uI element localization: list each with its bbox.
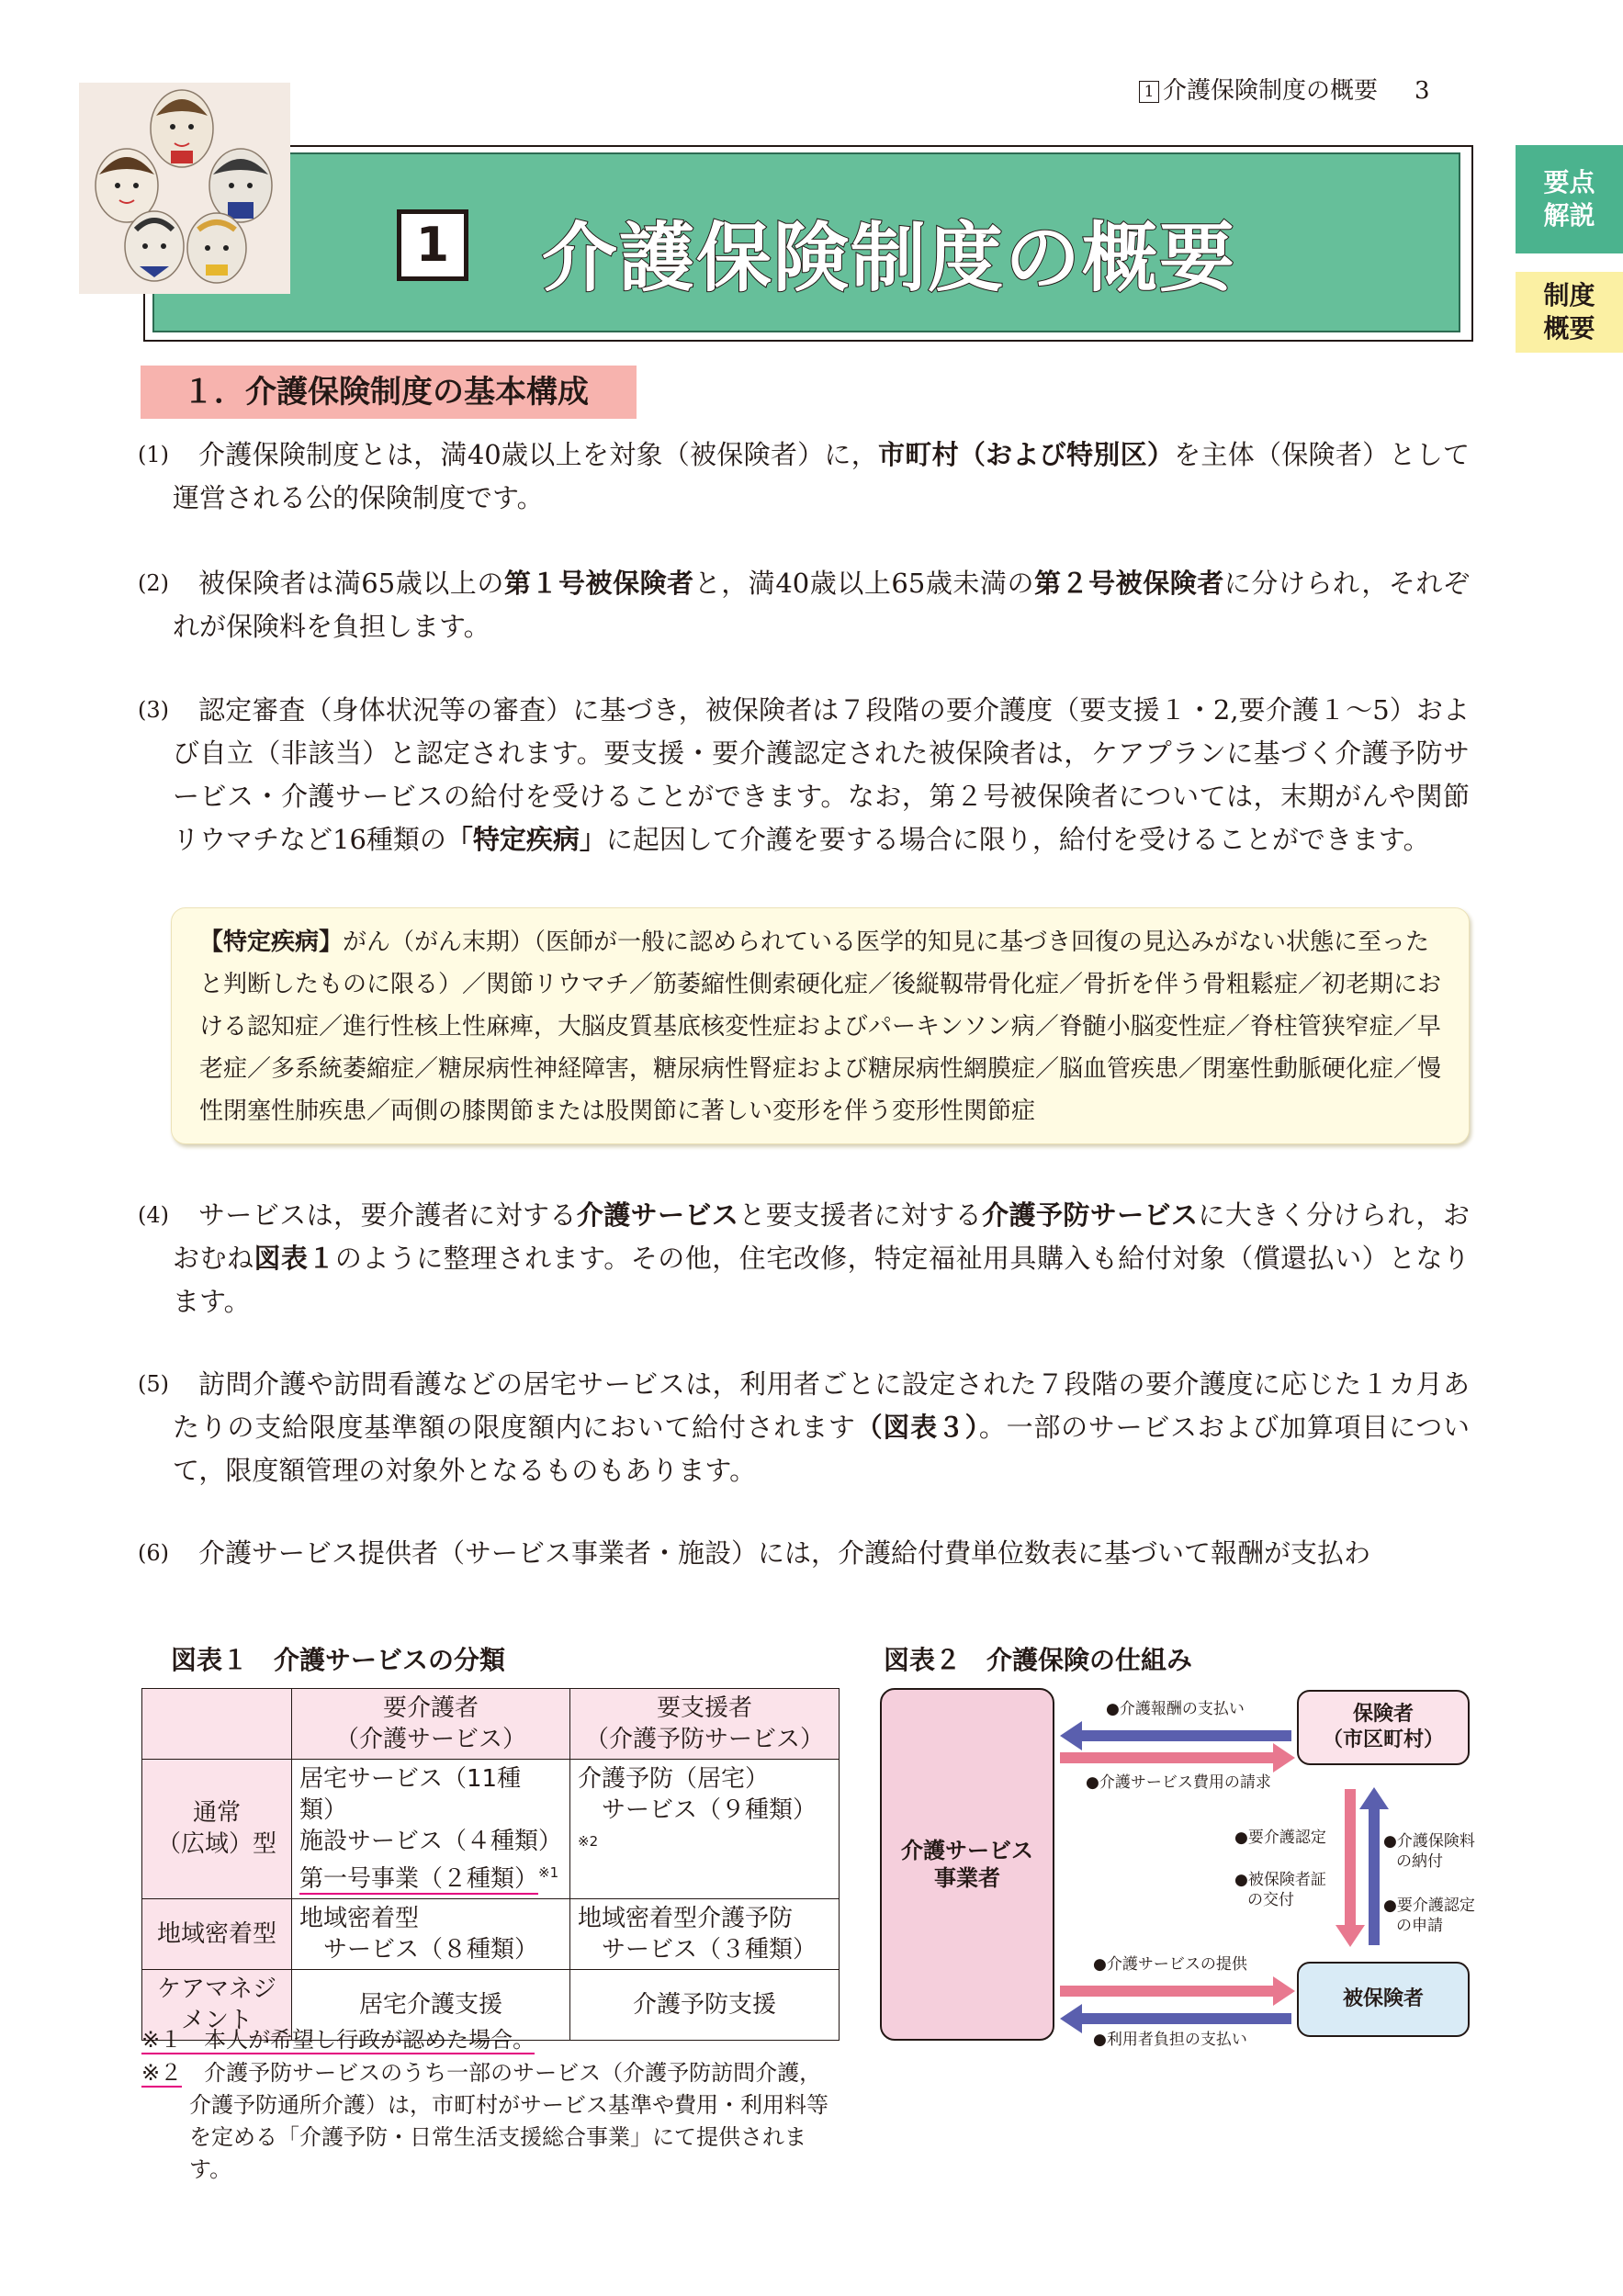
label-cost-claim: ●介護サービス費用の請求 [1086, 1773, 1271, 1792]
tab-summary-line1: 要点 [1543, 167, 1595, 197]
paragraph-bold: （図表３） [855, 1412, 979, 1443]
cell-line: サービス（８種類） [323, 1935, 539, 1964]
paragraph-number: (2) [138, 570, 169, 596]
label-cert-apply [1383, 1896, 1475, 1936]
footnote-text: ※１ 本人が希望し行政が認めた場合。 [141, 2027, 535, 2053]
table-header-row [142, 1689, 840, 1760]
paragraph-text: に起因して介護を要する場合に限り，給付を受けることができます。 [605, 824, 1430, 855]
cell-line: 居宅サービス（11種類） [299, 1765, 522, 1824]
paragraph-5 [138, 1363, 1470, 1492]
table-cell [570, 1760, 840, 1899]
label-fee-payment: ●介護報酬の支払い [1106, 1700, 1245, 1718]
tab-summary[interactable] [1516, 145, 1623, 253]
chapter-title: 介護保険制度の概要 [542, 215, 1237, 302]
paragraph-text: と，満40歳以上65歳未満の [693, 568, 1035, 599]
paragraph-text: に大きく分けられ，おおむね [173, 1199, 1470, 1274]
row-header-line: （広域）型 [156, 1830, 276, 1859]
col-header-line: 要支援者 [656, 1694, 752, 1722]
paragraph-bold: 介護サービス [576, 1199, 739, 1231]
provider-line: 介護サービス [901, 1838, 1033, 1863]
paragraph-bold: 第１号被保険者 [503, 568, 694, 599]
insured-box: 被保険者 [1297, 1962, 1470, 2037]
arrow-service-provision [1060, 1976, 1295, 2006]
table-col-header-care [292, 1689, 570, 1760]
cell-line: 地域密着型介護予防 [578, 1904, 794, 1932]
paragraph-text: を主体（保険者）として運営される公的保険制度です。 [173, 439, 1470, 513]
label-service-provision: ●介護サービスの提供 [1093, 1955, 1247, 1974]
label-line: ●被保険者証 [1234, 1871, 1326, 1889]
row-header-regular [142, 1760, 292, 1899]
label-line: ●介護保険料 [1383, 1832, 1475, 1851]
insurer-line: 保険者 [1352, 1703, 1414, 1726]
row-header-line: メント [180, 2006, 253, 2034]
paragraph-bold: 図表１ [254, 1243, 335, 1274]
label-line: の交付 [1247, 1891, 1294, 1909]
col-header-line: （介護予防サービス） [584, 1726, 824, 1753]
paragraph-6 [138, 1532, 1470, 1575]
row-header-line: ケアマネジ [156, 1975, 276, 2003]
disease-box-text: がん（がん末期）（医師が一般に認められている医学的知見に基づき回復の見込みがない状態に至ったと判断したものに限る）／関節リウマチ／筋萎縮性側索硬化症／後縦靱帯骨化症／骨折を伴う骨粗鬆症／初老期における認知症／進行性核上性麻痺，大脳皮質基底核変性症およびパーキンソン病／脊髄小脳変性症／脊柱管狭窄症／早老症／多系統萎縮症／糖尿病性神経障害，糖尿病性腎症および糖尿病性網膜症／脳血管疾患／閉塞性動脈硬化症／慢性閉塞性肺疾患／両側の膝関節または股関節に著しい変形を伴う変形性関節症 [199, 929, 1442, 1125]
tab-overview-line1: 制度 [1543, 280, 1595, 310]
page-number: 3 [1414, 77, 1430, 105]
paragraph-text: と要支援者に対する [738, 1199, 983, 1231]
paragraph-bold: 「特定疾病」 [445, 824, 606, 855]
cell-line: 介護予防（居宅） [578, 1765, 770, 1793]
paragraph-bold: 介護予防サービス [982, 1199, 1199, 1231]
paragraph-text: 被保険者は満65歳以上の [198, 568, 504, 599]
arrow-fee-payment [1060, 1721, 1291, 1750]
label-certification: ●要介護認定 [1234, 1829, 1326, 1847]
table-cell [292, 1898, 570, 1969]
table-corner-cell [142, 1689, 292, 1760]
table-cell: 居宅介護支援 [292, 1969, 570, 2040]
figure1-footnote-1 [141, 2024, 535, 2056]
label-card-issue [1234, 1870, 1326, 1910]
row-header-community: 地域密着型 [142, 1898, 292, 1969]
paragraph-text: 介護サービス提供者（サービス事業者・施設）には，介護給付費単位数表に基づいて報酬が支払わ [198, 1537, 1371, 1569]
figure1-footnote-2 [141, 2057, 840, 2186]
paragraph-text: サービスは，要介護者に対する [198, 1199, 577, 1231]
disease-box-label: 【特定疾病】 [199, 929, 344, 956]
paragraph-number: (5) [138, 1371, 169, 1397]
paragraph-number: (4) [138, 1202, 169, 1228]
specified-diseases-box [171, 907, 1470, 1144]
section-number-box: 1 [1139, 81, 1159, 103]
paragraph-bold: 市町村（および特別区） [878, 439, 1175, 470]
paragraph-text: のように整理されます。その他，住宅改修，特定福祉用具購入も給付対象（償還払い）となります。 [173, 1243, 1470, 1317]
cell-line: サービス（９種類） [602, 1796, 817, 1824]
col-header-line: 要介護者 [382, 1694, 479, 1722]
label-line: ●要介護認定 [1383, 1896, 1475, 1915]
tab-summary-line2: 解説 [1543, 200, 1595, 231]
paragraph-3 [138, 689, 1470, 861]
col-header-line: （介護サービス） [334, 1726, 526, 1753]
doll-bottom-left [125, 211, 184, 281]
cell-line: 地域密着型 [299, 1904, 420, 1932]
tab-overview-line2: 概要 [1543, 313, 1595, 343]
insurer-box [1297, 1690, 1470, 1765]
doll-bottom-right [187, 213, 246, 283]
label-line: の納付 [1396, 1852, 1443, 1871]
paragraph-1 [138, 433, 1470, 520]
cell-line-underlined: 第一号事業（２種類） [299, 1864, 539, 1893]
cell-line: 施設サービス（４種類） [299, 1828, 563, 1855]
paragraph-2 [138, 562, 1470, 648]
paragraph-number: (1) [138, 442, 169, 467]
paragraph-text: 介護保険制度とは，満40歳以上を対象（被保険者）に， [198, 439, 879, 470]
service-classification-table [141, 1688, 840, 2041]
running-header [1139, 72, 1430, 106]
paragraph-text: 。一部のサービスおよび加算項目について，限度額管理の対象外となるものもあります。 [173, 1412, 1470, 1486]
figure1-title: 図表１ 介護サービスの分類 [171, 1645, 506, 1675]
table-cell [570, 1898, 840, 1969]
tab-overview[interactable] [1516, 272, 1623, 353]
stone-dolls-illustration [79, 83, 290, 294]
table-col-header-support [570, 1689, 840, 1760]
paragraph-text: に分けられ，それぞれが保険料を負担します。 [173, 568, 1470, 642]
label-copay: ●利用者負担の支払い [1093, 2031, 1247, 2049]
row-header-line: 通常 [192, 1799, 241, 1828]
service-provider-box [880, 1688, 1054, 2041]
footnote-text: を定める「介護予防・日常生活支援総合事業」にて提供されます。 [189, 2124, 806, 2182]
footnote-text: 介護予防通所介護）は，市町村がサービス基準や費用・利用料等 [189, 2092, 828, 2118]
table-cell [292, 1760, 570, 1899]
arrow-cost-claim [1060, 1743, 1295, 1773]
provider-line: 事業者 [934, 1865, 1000, 1891]
section-heading: １．介護保険制度の基本構成 [141, 366, 637, 419]
figure2-title: 図表２ 介護保険の仕組み [884, 1645, 1193, 1675]
doll-right [209, 149, 272, 222]
insurance-mechanism-diagram [880, 1688, 1475, 2065]
cell-line: サービス（３種類） [602, 1935, 817, 1964]
paragraph-text: 認定審査（身体状況等の審査）に基づき，被保険者は７段階の要介護度（要支援１・2,要介護１～5）および自立（非該当）と認定されます。要支援・要介護認定された被保険者は，ケアプランに基づく介護予防サービス・介護サービスの給付を受けることができます。なお，第２号被保険者については，末期がんや関節リウマチなど16種類の [173, 694, 1470, 855]
doll-top [151, 90, 213, 167]
label-premium-pay [1383, 1831, 1475, 1872]
footnote-marker: ※1 [538, 1864, 559, 1881]
footnote-marker: ※2 [578, 1833, 599, 1850]
paragraph-4 [138, 1194, 1470, 1323]
insurer-line: （市区町村） [1322, 1728, 1444, 1751]
table-row-regular [142, 1760, 840, 1899]
arrow-certification [1336, 1789, 1365, 1947]
label-line: の申請 [1396, 1917, 1443, 1935]
paragraph-number: (3) [138, 697, 169, 723]
table-cell: 介護予防支援 [570, 1969, 840, 2040]
paragraph-number: (6) [138, 1540, 169, 1566]
paragraph-text: 訪問介護や訪問看護などの居宅サービスは，利用者ごとに設定された７段階の要介護度に応じた１カ月あたりの支給限度基準額の限度額内において給付されます [173, 1368, 1470, 1443]
paragraph-bold: 第２号被保険者 [1034, 568, 1224, 599]
footnote-mark: ※２ [141, 2060, 183, 2086]
chapter-number-box: 1 [397, 209, 468, 281]
running-title: 介護保険制度の概要 [1163, 77, 1379, 105]
table-row-community [142, 1898, 840, 1969]
footnote-text: 介護予防サービスのうち一部のサービス（介護予防訪問介護， [204, 2060, 822, 2086]
